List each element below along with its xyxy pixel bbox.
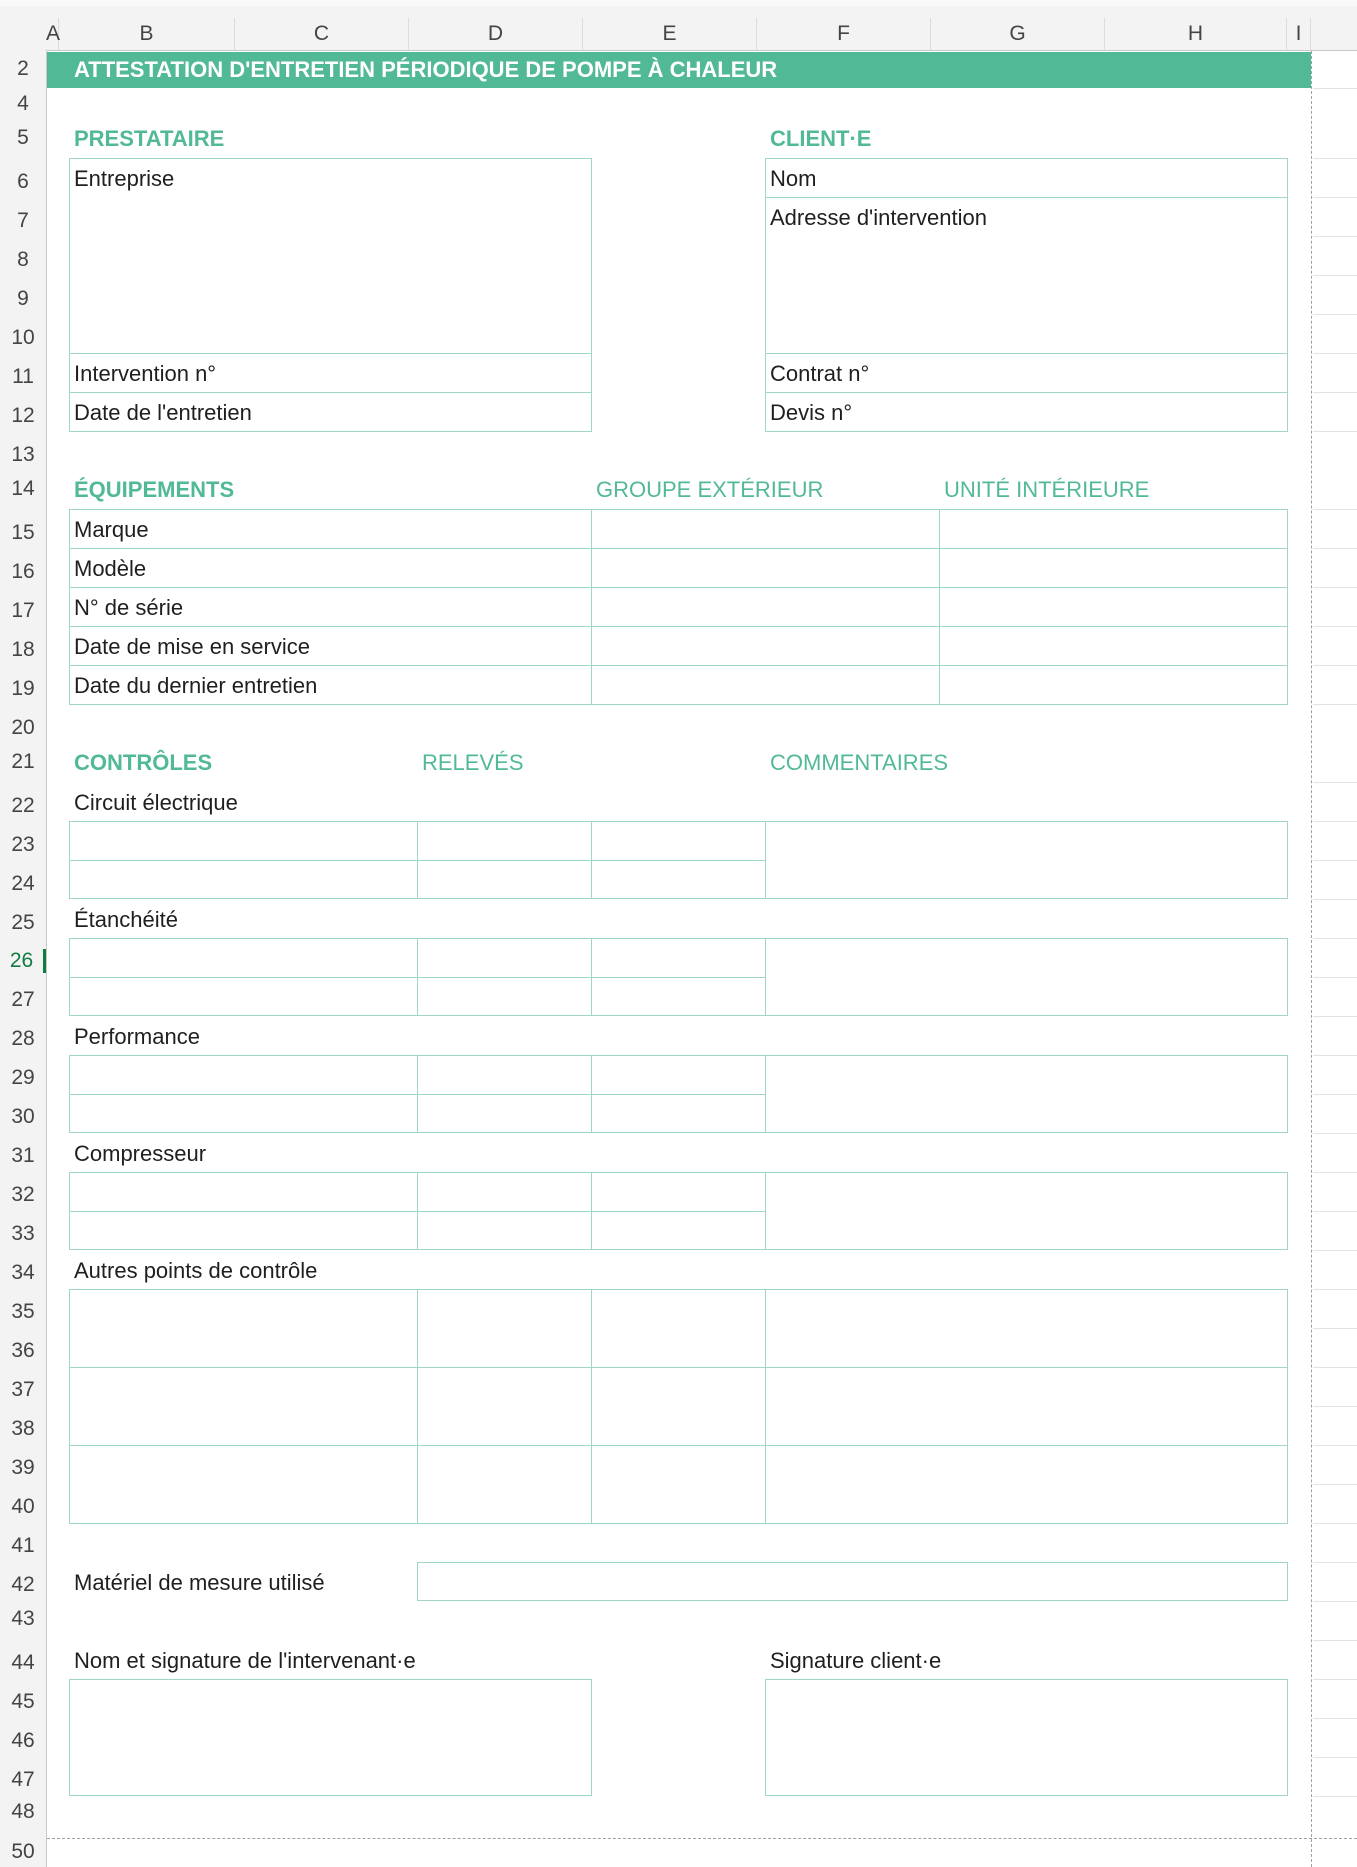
gridline	[1313, 314, 1357, 315]
row-header[interactable]: 29	[11, 1066, 35, 1089]
groupe-exterieur-heading: GROUPE EXTÉRIEUR	[596, 477, 824, 502]
marque-label: Marque	[74, 517, 149, 542]
row-header[interactable]: 30	[11, 1105, 35, 1128]
gridline	[1313, 548, 1357, 549]
gridline	[1313, 587, 1357, 588]
row-header[interactable]: 35	[11, 1300, 35, 1323]
form-title[interactable]: ATTESTATION D'ENTRETIEN PÉRIODIQUE DE POMPE À CHALEUR	[47, 52, 1311, 88]
row-header[interactable]: 15	[11, 521, 35, 544]
row-header[interactable]: 17	[11, 599, 35, 622]
row-header[interactable]: 6	[17, 170, 29, 193]
quote-number-label: Devis n°	[770, 400, 853, 425]
row-header[interactable]: 34	[11, 1261, 35, 1284]
prestataire-heading: PRESTATAIRE	[74, 126, 225, 151]
row-divider	[69, 548, 1288, 549]
controles-heading: CONTRÔLES	[74, 750, 213, 775]
column-divider	[765, 938, 766, 1016]
row-header[interactable]: 21	[11, 750, 35, 773]
row-header[interactable]: 40	[11, 1495, 35, 1518]
gridline	[1313, 1250, 1357, 1251]
row-header[interactable]: 23	[11, 833, 35, 856]
gridline	[1313, 1055, 1357, 1056]
gridline	[1313, 860, 1357, 861]
gridline	[1313, 1367, 1357, 1368]
row-divider	[69, 392, 592, 393]
gridline	[1313, 821, 1357, 822]
row-header[interactable]: 33	[11, 1222, 35, 1245]
gridline	[1313, 1328, 1357, 1329]
row-header[interactable]: 45	[11, 1690, 35, 1713]
gridline	[1313, 1640, 1357, 1641]
page-break-vertical	[1311, 51, 1312, 1867]
materiel-mesure-label: Matériel de mesure utilisé	[74, 1570, 325, 1595]
column-header-b[interactable]: B	[59, 18, 235, 50]
row-header[interactable]: 50	[11, 1840, 35, 1863]
row-header[interactable]: 5	[17, 126, 29, 149]
intervention-number-label: Intervention n°	[74, 361, 217, 386]
materiel-mesure-field[interactable]	[417, 1562, 1288, 1601]
modele-label: Modèle	[74, 556, 147, 581]
gridline	[1313, 1523, 1357, 1524]
gridline	[1313, 275, 1357, 276]
column-header-g[interactable]: G	[931, 18, 1105, 50]
column-divider	[417, 1055, 418, 1133]
signature-client-box[interactable]	[765, 1679, 1288, 1796]
gridline	[1313, 392, 1357, 393]
unite-interieure-heading: UNITÉ INTÉRIEURE	[944, 477, 1150, 502]
row-header[interactable]: 41	[11, 1534, 35, 1557]
row-header[interactable]: 10	[11, 326, 35, 349]
column-divider	[591, 1172, 592, 1250]
row-header[interactable]: 19	[11, 677, 35, 700]
gridline	[1313, 509, 1357, 510]
commentaires-heading: COMMENTAIRES	[770, 750, 949, 775]
row-header[interactable]: 44	[11, 1651, 35, 1674]
compresseur-label: Compresseur	[74, 1141, 207, 1166]
gridline	[1313, 431, 1357, 432]
gridline	[1313, 1172, 1357, 1173]
gridline	[1313, 665, 1357, 666]
gridline	[1313, 977, 1357, 978]
column-divider	[939, 509, 940, 705]
gridline	[1313, 1796, 1357, 1797]
gridline	[1313, 1718, 1357, 1719]
equipements-heading: ÉQUIPEMENTS	[74, 477, 235, 502]
row-header[interactable]: 36	[11, 1339, 35, 1362]
date-mise-en-service-label: Date de mise en service	[74, 634, 310, 659]
gridline	[1313, 1484, 1357, 1485]
row-header[interactable]: 31	[11, 1144, 35, 1167]
column-divider	[591, 509, 592, 705]
autres-points-table[interactable]	[69, 1289, 1288, 1524]
gridline	[1313, 1406, 1357, 1407]
column-divider	[417, 1289, 418, 1524]
gridline	[1313, 938, 1357, 939]
row-header[interactable]: 20	[11, 716, 35, 739]
row-header[interactable]: 32	[11, 1183, 35, 1206]
client-box[interactable]	[765, 158, 1288, 432]
row-header[interactable]: 39	[11, 1456, 35, 1479]
row-header[interactable]: 28	[11, 1027, 35, 1050]
performance-label: Performance	[74, 1024, 200, 1049]
row-header[interactable]: 27	[11, 988, 35, 1011]
signature-intervenant-box[interactable]	[69, 1679, 592, 1796]
gridline	[1313, 236, 1357, 237]
gridline	[1313, 1094, 1357, 1095]
autres-points-label: Autres points de contrôle	[74, 1258, 318, 1283]
row-header[interactable]: 22	[11, 794, 35, 817]
row-header[interactable]: 16	[11, 560, 35, 583]
gridline	[1313, 1679, 1357, 1680]
gridline	[1313, 88, 1357, 89]
date-entretien-label: Date de l'entretien	[74, 400, 252, 425]
row-divider	[765, 392, 1288, 393]
row-divider	[765, 197, 1288, 198]
column-header-d[interactable]: D	[409, 18, 583, 50]
etancheite-label: Étanchéité	[74, 907, 178, 932]
gridline	[1313, 1445, 1357, 1446]
contract-number-label: Contrat n°	[770, 361, 870, 386]
row-header[interactable]: 12	[11, 404, 35, 427]
column-divider	[591, 938, 592, 1016]
column-divider	[417, 938, 418, 1016]
gridline	[1313, 1211, 1357, 1212]
gridline	[1313, 1757, 1357, 1758]
gridline	[1313, 353, 1357, 354]
page-break-horizontal	[47, 1838, 1357, 1839]
row-header[interactable]: 2	[17, 57, 29, 80]
row-divider	[69, 353, 592, 354]
column-header-bar	[0, 0, 1357, 51]
client-name-label: Nom	[770, 166, 817, 191]
circuit-electrique-label: Circuit électrique	[74, 790, 238, 815]
row-header[interactable]: 13	[11, 443, 35, 466]
signature-client-label: Signature client·e	[770, 1648, 942, 1673]
address-label: Adresse d'intervention	[770, 205, 987, 230]
signature-intervenant-label: Nom et signature de l'intervenant·e	[74, 1648, 416, 1673]
column-divider	[591, 821, 592, 899]
column-divider	[765, 821, 766, 899]
prestataire-box[interactable]	[69, 158, 592, 432]
column-header-c[interactable]: C	[235, 18, 409, 50]
client-heading: CLIENT·E	[770, 126, 872, 151]
gridline	[1313, 1601, 1357, 1602]
column-header-i[interactable]: I	[1287, 18, 1311, 50]
gridline	[1313, 158, 1357, 159]
gridline	[1313, 1133, 1357, 1134]
column-header-a[interactable]: A	[46, 18, 59, 50]
row-header[interactable]: 18	[11, 638, 35, 661]
gridline	[1313, 704, 1357, 705]
row-divider	[69, 626, 1288, 627]
row-header[interactable]: 38	[11, 1417, 35, 1440]
gridline	[1313, 1289, 1357, 1290]
gridline	[1313, 899, 1357, 900]
column-divider	[765, 1289, 766, 1524]
row-header[interactable]: 14	[11, 477, 35, 500]
row-header[interactable]: 43	[11, 1607, 35, 1630]
row-header[interactable]: 11	[12, 365, 34, 388]
row-header[interactable]: 47	[11, 1768, 35, 1791]
row-header[interactable]: 7	[17, 209, 29, 232]
column-divider	[417, 821, 418, 899]
row-divider	[69, 665, 1288, 666]
date-dernier-entretien-label: Date du dernier entretien	[74, 673, 318, 698]
row-header-selected[interactable]: 26	[0, 949, 46, 973]
column-divider	[591, 1289, 592, 1524]
row-divider	[69, 1445, 1288, 1446]
serial-number-label: N° de série	[74, 595, 184, 620]
gridline	[1313, 197, 1357, 198]
row-header[interactable]: 4	[17, 92, 29, 115]
row-header[interactable]: 48	[11, 1800, 35, 1823]
row-header[interactable]: 9	[17, 287, 29, 310]
entreprise-label: Entreprise	[74, 166, 175, 191]
gridline	[1313, 1016, 1357, 1017]
gridline	[1313, 626, 1357, 627]
column-divider	[417, 1172, 418, 1250]
releves-heading: RELEVÉS	[422, 750, 524, 775]
row-divider	[765, 353, 1288, 354]
gridline	[1313, 782, 1357, 783]
row-divider	[69, 587, 1288, 588]
row-header[interactable]: 37	[11, 1378, 35, 1401]
row-header[interactable]: 42	[11, 1573, 35, 1596]
column-divider	[765, 1172, 766, 1250]
column-divider	[591, 1055, 592, 1133]
column-divider	[765, 1055, 766, 1133]
ribbon-edge	[0, 0, 1357, 6]
row-header[interactable]: 46	[11, 1729, 35, 1752]
column-header-empty[interactable]	[1311, 18, 1357, 50]
column-header-e[interactable]: E	[583, 18, 757, 50]
row-divider	[69, 1367, 1288, 1368]
row-header[interactable]: 8	[17, 248, 29, 271]
row-header[interactable]: 24	[11, 872, 35, 895]
row-header[interactable]: 25	[11, 911, 35, 934]
gridline	[1313, 1562, 1357, 1563]
column-header-h[interactable]: H	[1105, 18, 1287, 50]
column-header-f[interactable]: F	[757, 18, 931, 50]
